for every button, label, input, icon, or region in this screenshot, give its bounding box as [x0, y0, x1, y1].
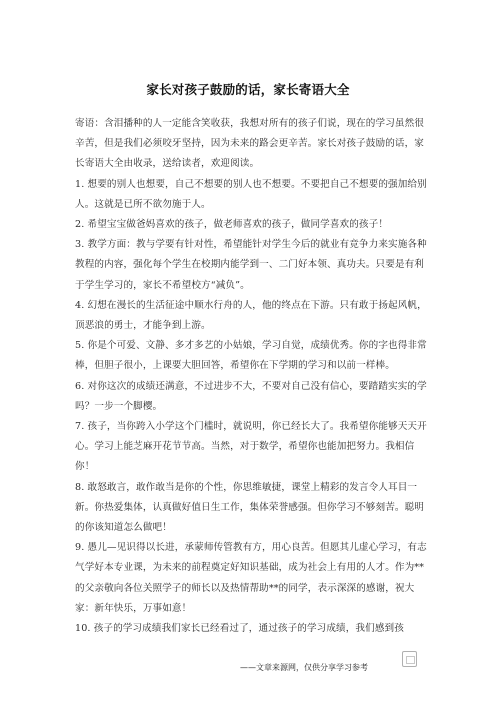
item-paragraph-7: 7. 孩子，当你跨入小学这个门槛时，就说明，你已经长大了。我希望你能够天天开心。学习上能芝麻开花节节高。当然，对于数学，希望你也能加把努力。我相信你！	[75, 421, 427, 473]
item-paragraph-5: 5. 你是个可爱、文静、多才多艺的小姑娘，学习自觉，成绩优秀。你的字也得非常棒，但胆子很小，上课要大胆回答，希望你在下学期的学习和以前一样棒。	[75, 340, 427, 372]
intro-paragraph: 寄语：含泪播种的人一定能含笑收获，我想对所有的孩子们说，现在的学习虽然很辛苦，但是我们必须咬牙坚持，因为未来的路会更辛苦。家长对孩子鼓励的话，家长寄语大全由收录，送给读者，欢迎阅读。	[75, 118, 424, 170]
document-body	[75, 114, 427, 639]
item-paragraph-10: 10. 孩子的学习成绩我们家长已经看过了，通过孩子的学习成绩，我们感到孩	[75, 623, 404, 635]
source-footer: ——文章来源网，仅供分享学习参考	[240, 663, 368, 672]
item-paragraph-1: 1. 想要的别人也想要，自己不想要的别人也不想要。不要把自己不想要的强加给别人。这就是已所不欲勿施于人。	[75, 178, 427, 210]
document-badge-icon	[402, 651, 417, 667]
item-paragraph-8: 8. 敢怒敢言，敢作敢当是你的个性，你思维敏捷，课堂上精彩的发言令人耳目一新。你热爱集体，认真做好值日生工作，集体荣誉感强。但你学习不够刻苦。聪明的你该知道怎么做吧！	[75, 481, 424, 534]
item-paragraph-9: 9. 愚儿—见识得以长进，承蒙师传管教有方，用心良苦。但愿其儿虚心学习，有志气学好本专业课，为未来的前程奠定好知识基础，成为社会上有用的人才。作为**的父亲敬向各位关照学子的师长以及热情帮助**的同学，表示深深的感谢，祝大家：新年快乐，万事如意！	[75, 542, 427, 614]
document-title: 家长对孩子鼓励的话，家长寄语大全	[146, 82, 350, 97]
item-paragraph-2: 2. 希望宝宝做爸妈喜欢的孩子，做老师喜欢的孩子，做同学喜欢的孩子！	[75, 219, 389, 231]
item-paragraph-3: 3. 教学方面：教与学要有针对性，希望能针对学生今后的就业有竞争力来实施各种教程的内容，强化每个学生在校期内能学到一、二门好本领、真功夫。只要是有利于学生学习的，家长不希望校方“减负”。	[75, 239, 427, 291]
item-paragraph-6: 6. 对你这次的成绩还满意，不过进步不大，不要对自己没有信心，要踏踏实实的学吗？一步一个脚樱。	[75, 380, 427, 412]
item-paragraph-4: 4. 幻想在漫长的生活征途中顺水行舟的人，他的终点在下游。只有敢于扬起风帆，顶恶浪的勇士，才能争到上游。	[75, 299, 427, 332]
